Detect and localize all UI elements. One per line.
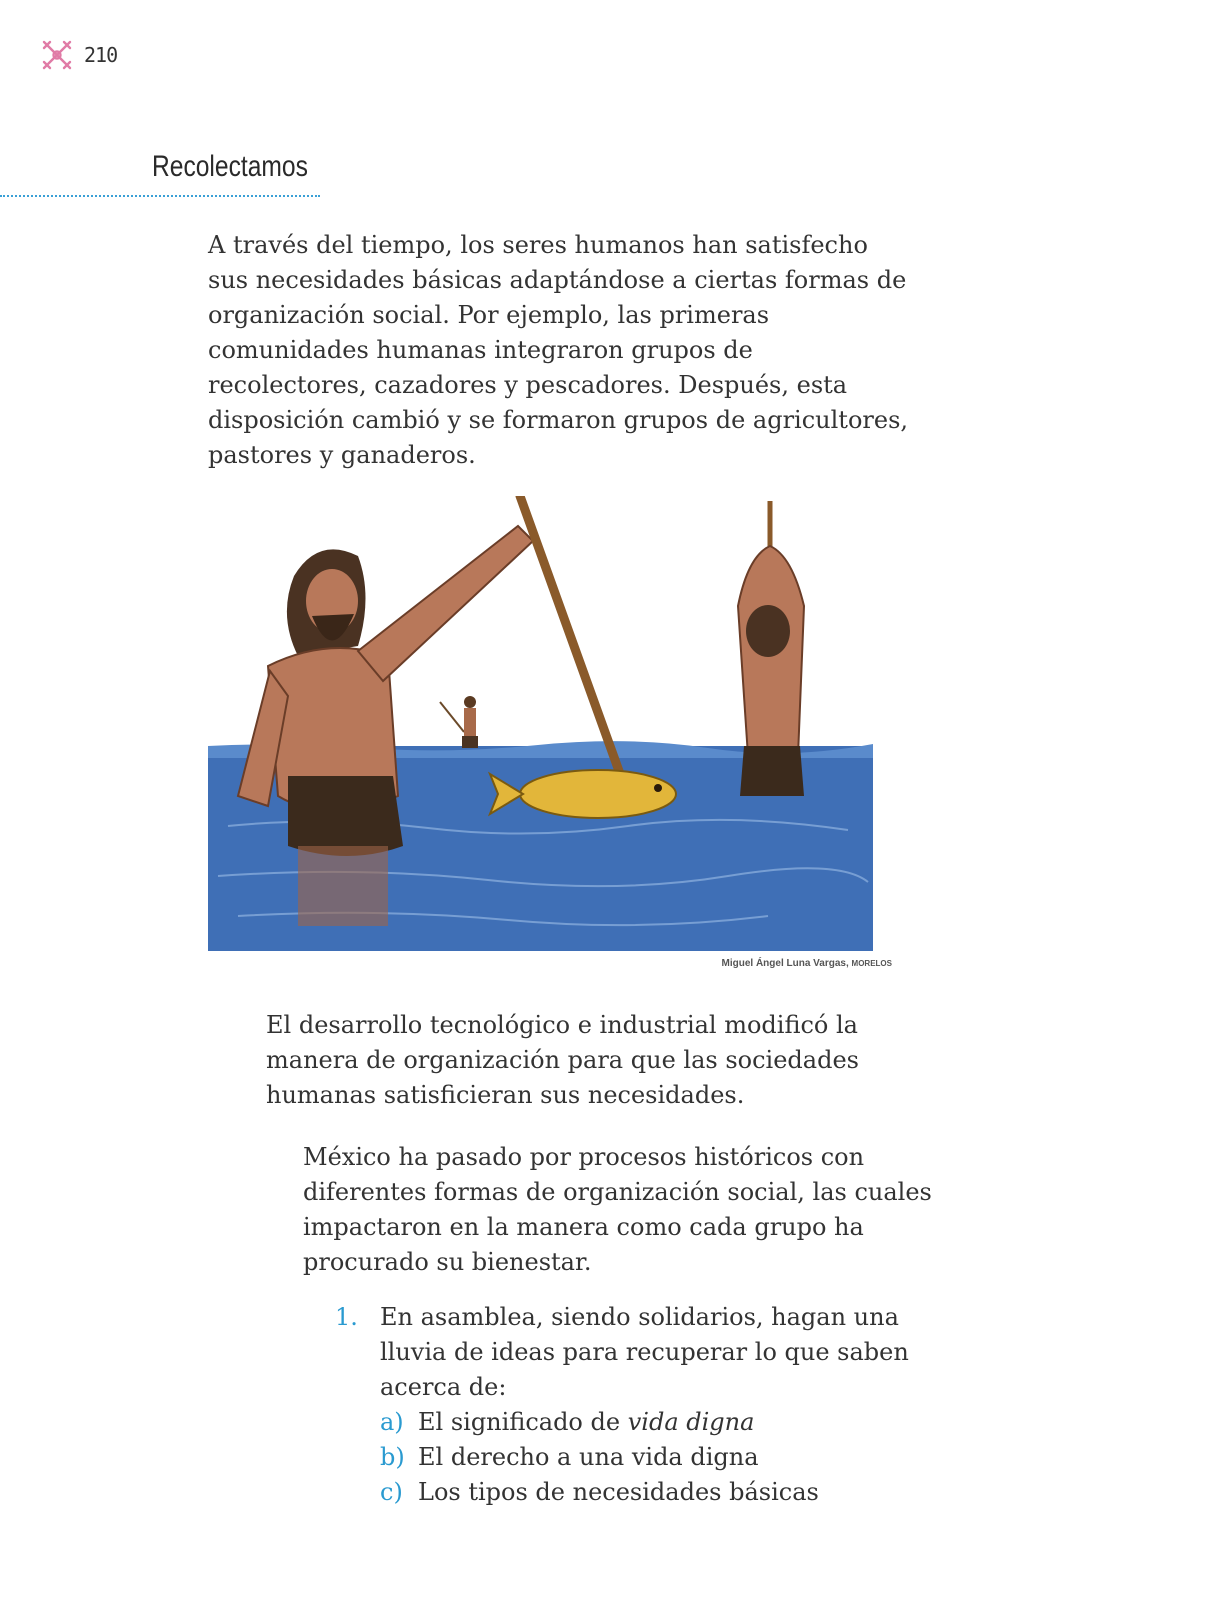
credit-name: Miguel Ángel Luna Vargas, xyxy=(721,958,849,969)
intro-paragraph: A través del tiempo, los seres humanos han satisfecho sus necesidades básicas adaptándose a ciertas formas de organización social. Por ejemplo, las primeras comunidades humanas integraron grupos de recolectores, cazadores y pescadores. Después, esta disposición cambió y se formaron grupos de agricultores, pastores y ganaderos. xyxy=(208,231,909,469)
sub-item-letter: c) xyxy=(380,1478,403,1506)
section-title: Recolectamos xyxy=(152,150,308,183)
sub-item-letter: a) xyxy=(380,1408,404,1436)
illustration-credit xyxy=(722,958,892,969)
page-number: 210 xyxy=(84,43,118,67)
credit-place: MORELOS xyxy=(851,959,892,968)
development-paragraph: El desarrollo tecnológico e industrial modificó la manera de organización para que las sociedades humanas satisficieran sus necesidades. xyxy=(266,1011,859,1109)
sub-item-text: El significado de xyxy=(418,1408,628,1436)
sub-item-letter: b) xyxy=(380,1443,405,1471)
mexico-paragraph: México ha pasado por procesos históricos con diferentes formas de organización social, las cuales impactaron en la manera como cada grupo ha procurado su bienestar. xyxy=(303,1143,932,1276)
activity-item xyxy=(335,1300,955,1510)
activity-list xyxy=(335,1300,955,1510)
decorative-star-icon xyxy=(40,38,74,72)
sub-item-a xyxy=(380,1405,955,1440)
right-fisher xyxy=(738,501,804,796)
sub-item-text: Los tipos de necesidades básicas xyxy=(418,1478,819,1506)
activity-number: 1. xyxy=(335,1303,358,1331)
activity-text: En asamblea, siendo solidarios, hagan una lluvia de ideas para recuperar lo que saben acerca de: xyxy=(380,1303,909,1401)
title-divider xyxy=(0,195,320,197)
sub-item-text: El derecho a una vida digna xyxy=(418,1443,759,1471)
sub-item-b xyxy=(380,1440,955,1475)
sub-item-c xyxy=(380,1475,955,1510)
distant-fisher xyxy=(440,696,478,748)
page-header xyxy=(40,38,117,72)
sub-item-emphasis: vida digna xyxy=(627,1408,755,1436)
fishing-illustration xyxy=(208,496,892,976)
illustration-image xyxy=(208,496,892,956)
